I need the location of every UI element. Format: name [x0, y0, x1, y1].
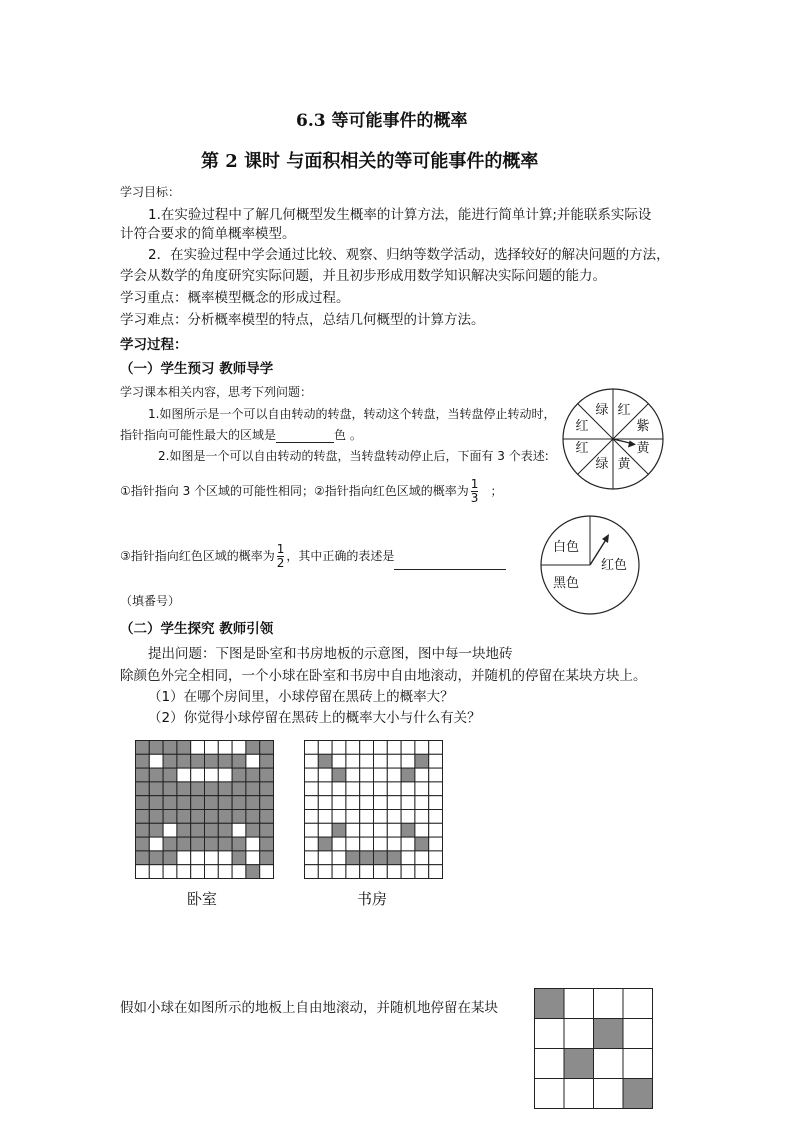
dark-tile: [163, 782, 177, 796]
light-tile: [305, 837, 319, 851]
bedroom-floor-grid: [135, 740, 275, 880]
statement-3-text: ③指针指向红色区域的概率为: [120, 549, 275, 563]
small-floor-grid: [534, 988, 654, 1110]
dark-tile: [149, 741, 163, 755]
light-tile: [564, 1019, 594, 1049]
question1-text: 指针指向可能性最大的区域是: [120, 428, 277, 442]
objective-1-line2: 计符合要求的简单概率模型。: [120, 226, 296, 242]
light-tile: [360, 796, 374, 810]
statement-1-2: [120, 478, 502, 505]
dark-tile: [246, 796, 260, 810]
dark-tile: [246, 810, 260, 824]
dark-tile: [260, 768, 274, 782]
dark-tile: [535, 989, 565, 1019]
fraction-denominator: 3: [470, 491, 479, 505]
light-tile: [177, 768, 191, 782]
question2: 2.如图是一个可以自由转动的转盘，当转盘转动停止后，下面有 3 个表述:: [158, 449, 549, 463]
light-tile: [332, 754, 346, 768]
light-tile: [429, 768, 443, 782]
dark-tile: [191, 810, 205, 824]
spinner-eight-sectors: [560, 386, 666, 492]
section2-question1: （1）在哪个房间里，小球停留在黑砖上的概率大？: [148, 689, 454, 705]
dark-tile: [332, 823, 346, 837]
dark-tile: [232, 768, 246, 782]
sector-label: 绿: [595, 457, 609, 472]
dark-tile: [218, 782, 232, 796]
light-tile: [415, 823, 429, 837]
dark-tile: [191, 796, 205, 810]
sector-label: 红: [575, 419, 589, 434]
light-tile: [246, 837, 260, 851]
light-tile: [305, 741, 319, 755]
light-tile: [360, 865, 374, 879]
light-tile: [332, 837, 346, 851]
study-label: 书房: [357, 890, 388, 908]
light-tile: [191, 865, 205, 879]
dark-tile: [136, 768, 150, 782]
dark-tile: [260, 823, 274, 837]
fill-note: （填番号）: [120, 594, 181, 608]
light-tile: [346, 837, 360, 851]
light-tile: [332, 782, 346, 796]
light-tile: [564, 1079, 594, 1109]
light-tile: [332, 810, 346, 824]
light-tile: [191, 851, 205, 865]
dark-tile: [594, 1019, 624, 1049]
light-tile: [623, 989, 653, 1019]
sector-label: 紫: [636, 419, 650, 434]
dark-tile: [191, 823, 205, 837]
light-tile: [346, 810, 360, 824]
light-tile: [318, 810, 332, 824]
light-tile: [246, 754, 260, 768]
dark-tile: [163, 754, 177, 768]
dark-tile: [232, 837, 246, 851]
light-tile: [429, 796, 443, 810]
dark-tile: [191, 837, 205, 851]
dark-tile: [163, 796, 177, 810]
dark-tile: [136, 741, 150, 755]
objectives-label: 学习目标：: [120, 185, 181, 199]
dark-tile: [163, 810, 177, 824]
dark-tile: [232, 810, 246, 824]
statement-3-suffix: ，其中正确的表述是: [286, 549, 395, 563]
light-tile: [415, 865, 429, 879]
problem-line1: 提出问题：下图是卧室和书房地板的示意图，图中每一块地砖: [148, 646, 513, 662]
light-tile: [401, 754, 415, 768]
light-tile: [191, 768, 205, 782]
light-tile: [205, 741, 219, 755]
light-tile: [429, 837, 443, 851]
dark-tile: [177, 782, 191, 796]
dark-tile: [260, 754, 274, 768]
dark-tile: [163, 741, 177, 755]
light-tile: [205, 851, 219, 865]
light-tile: [374, 768, 388, 782]
page-subtitle: 第 2 课时 与面积相关的等可能事件的概率: [201, 151, 539, 172]
last-paragraph-line: 假如小球在如图所示的地板上自由地滚动，并随机地停留在某块: [120, 1000, 498, 1016]
dark-tile: [360, 851, 374, 865]
dark-tile: [415, 754, 429, 768]
sector-label: 黄: [617, 457, 631, 472]
dark-tile: [149, 782, 163, 796]
light-tile: [360, 768, 374, 782]
study-floor-grid: [304, 740, 444, 880]
dark-tile: [177, 796, 191, 810]
dark-tile: [218, 823, 232, 837]
light-tile: [332, 851, 346, 865]
light-tile: [535, 1049, 565, 1079]
light-tile: [429, 741, 443, 755]
light-tile: [387, 837, 401, 851]
light-tile: [623, 1019, 653, 1049]
dark-tile: [260, 810, 274, 824]
dark-tile: [260, 741, 274, 755]
light-tile: [623, 1049, 653, 1079]
dark-tile: [374, 851, 388, 865]
dark-tile: [318, 837, 332, 851]
section1-heading: （一）学生预习 教师导学: [120, 361, 274, 377]
dark-tile: [191, 782, 205, 796]
light-tile: [232, 741, 246, 755]
section1-intro: 学习课本相关内容，思考下列问题：: [120, 385, 313, 399]
problem-line2: 除颜色外完全相同，一个小球在卧室和书房中自由地滚动，并随机的停留在某块方块上。: [120, 668, 647, 684]
light-tile: [374, 741, 388, 755]
dark-tile: [218, 796, 232, 810]
dark-tile: [387, 851, 401, 865]
light-tile: [136, 865, 150, 879]
light-tile: [318, 823, 332, 837]
light-tile: [318, 782, 332, 796]
answer-blank-2[interactable]: [394, 555, 506, 570]
light-tile: [177, 851, 191, 865]
fraction-one-third: [471, 478, 479, 505]
light-tile: [346, 782, 360, 796]
sector-label: 黄: [636, 441, 650, 456]
light-tile: [318, 865, 332, 879]
sector-label: 红: [617, 403, 631, 418]
light-tile: [415, 741, 429, 755]
dark-tile: [136, 837, 150, 851]
light-tile: [218, 768, 232, 782]
section2-question2: （2）你觉得小球停留在黑砖上的概率大小与什么有关？: [148, 710, 481, 726]
light-tile: [232, 823, 246, 837]
light-tile: [415, 810, 429, 824]
dark-tile: [149, 768, 163, 782]
dark-tile: [232, 796, 246, 810]
light-tile: [332, 865, 346, 879]
dark-tile: [191, 754, 205, 768]
light-tile: [415, 796, 429, 810]
dark-tile: [136, 851, 150, 865]
light-tile: [387, 823, 401, 837]
dark-tile: [136, 810, 150, 824]
light-tile: [401, 796, 415, 810]
dark-tile: [163, 768, 177, 782]
dark-tile: [260, 837, 274, 851]
bedroom-label: 卧室: [187, 890, 218, 908]
fraction-one-half: [277, 543, 285, 570]
dark-tile: [246, 741, 260, 755]
dark-tile: [205, 837, 219, 851]
dark-tile: [564, 1049, 594, 1079]
dark-tile: [346, 851, 360, 865]
dark-tile: [401, 768, 415, 782]
question1-line1: 1.如图所示是一个可以自由转动的转盘，转动这个转盘，当转盘停止转动时，: [148, 407, 556, 421]
dark-tile: [332, 768, 346, 782]
dark-tile: [218, 754, 232, 768]
light-tile: [305, 754, 319, 768]
dark-tile: [163, 837, 177, 851]
dark-tile: [260, 782, 274, 796]
light-tile: [429, 823, 443, 837]
light-tile: [387, 782, 401, 796]
light-tile: [387, 754, 401, 768]
sector-label: 绿: [595, 403, 609, 418]
dark-tile: [205, 810, 219, 824]
dark-tile: [232, 782, 246, 796]
light-tile: [346, 754, 360, 768]
dark-tile: [177, 754, 191, 768]
dark-tile: [318, 754, 332, 768]
light-tile: [401, 782, 415, 796]
dark-tile: [205, 782, 219, 796]
light-tile: [305, 851, 319, 865]
light-tile: [360, 741, 374, 755]
light-tile: [332, 796, 346, 810]
light-tile: [429, 865, 443, 879]
light-tile: [429, 810, 443, 824]
dark-tile: [246, 865, 260, 879]
light-tile: [387, 810, 401, 824]
light-tile: [535, 1019, 565, 1049]
dark-tile: [246, 823, 260, 837]
dark-tile: [136, 823, 150, 837]
light-tile: [415, 768, 429, 782]
light-tile: [346, 865, 360, 879]
light-tile: [346, 768, 360, 782]
light-tile: [360, 823, 374, 837]
light-tile: [218, 851, 232, 865]
dark-tile: [415, 837, 429, 851]
dark-tile: [177, 741, 191, 755]
dark-tile: [136, 796, 150, 810]
light-tile: [163, 865, 177, 879]
question1-line2: [120, 426, 362, 443]
dark-tile: [205, 754, 219, 768]
light-tile: [360, 754, 374, 768]
dark-tile: [260, 851, 274, 865]
light-tile: [429, 782, 443, 796]
light-tile: [205, 768, 219, 782]
difficulty: 学习难点：分析概率模型的特点，总结几何概型的计算方法。: [120, 312, 485, 328]
spinner-pointer: [613, 439, 636, 448]
section2-heading: （二）学生探究 教师引领: [120, 621, 274, 637]
light-tile: [260, 865, 274, 879]
light-tile: [360, 810, 374, 824]
light-tile: [305, 810, 319, 824]
light-tile: [332, 741, 346, 755]
fraction-numerator: 1: [276, 542, 285, 556]
dark-tile: [136, 754, 150, 768]
light-tile: [305, 782, 319, 796]
light-tile: [191, 741, 205, 755]
light-tile: [360, 782, 374, 796]
light-tile: [246, 851, 260, 865]
page-title: 6.3 等可能事件的概率: [296, 111, 468, 131]
dark-tile: [177, 810, 191, 824]
light-tile: [594, 1049, 624, 1079]
light-tile: [564, 989, 594, 1019]
sector-label: 黑色: [552, 576, 580, 591]
light-tile: [387, 865, 401, 879]
light-tile: [318, 851, 332, 865]
light-tile: [177, 865, 191, 879]
dark-tile: [205, 823, 219, 837]
dark-tile: [177, 837, 191, 851]
light-tile: [346, 796, 360, 810]
spinner-three-sectors: [538, 513, 642, 617]
light-tile: [318, 768, 332, 782]
light-tile: [374, 823, 388, 837]
light-tile: [387, 796, 401, 810]
sector-label: 红色: [600, 558, 628, 573]
fraction-denominator: 2: [276, 556, 285, 570]
dark-tile: [149, 810, 163, 824]
sector-label: 白色: [552, 540, 580, 555]
light-tile: [415, 782, 429, 796]
light-tile: [535, 1079, 565, 1109]
sector-label: 红: [575, 441, 589, 456]
objective-1-line1: 1.在实验过程中了解几何概型发生概率的计算方法，能进行简单计算;并能联系实际设: [148, 207, 652, 223]
dark-tile: [246, 782, 260, 796]
dark-tile: [149, 851, 163, 865]
light-tile: [149, 754, 163, 768]
objective-2-line2: 学会从数学的角度研究实际问题，并且初步形成用数学知识解决实际问题的能力。: [120, 268, 606, 284]
light-tile: [205, 865, 219, 879]
light-tile: [346, 823, 360, 837]
light-tile: [232, 865, 246, 879]
light-tile: [374, 810, 388, 824]
statement-3: [120, 543, 506, 570]
light-tile: [305, 823, 319, 837]
light-tile: [305, 768, 319, 782]
light-tile: [401, 837, 415, 851]
light-tile: [401, 741, 415, 755]
dark-tile: [149, 823, 163, 837]
light-tile: [318, 796, 332, 810]
dark-tile: [401, 823, 415, 837]
light-tile: [374, 754, 388, 768]
light-tile: [149, 865, 163, 879]
light-tile: [401, 810, 415, 824]
dark-tile: [623, 1079, 653, 1109]
dark-tile: [218, 837, 232, 851]
dark-tile: [149, 796, 163, 810]
answer-blank-1[interactable]: [276, 428, 334, 443]
statement-1-text: ①指针指向 3 个区域的可能性相同；②指针指向红色区域的概率为: [120, 484, 469, 498]
fraction-numerator: 1: [470, 477, 479, 491]
light-tile: [305, 796, 319, 810]
objective-2-line1: 2．在实验过程中学会通过比较、观察、归纳等数学活动，选择较好的解决问题的方法，: [148, 247, 670, 263]
light-tile: [387, 768, 401, 782]
light-tile: [346, 741, 360, 755]
key-point: 学习重点：概率模型概念的形成过程。: [120, 290, 350, 306]
light-tile: [594, 989, 624, 1019]
question1-suffix: 色 。: [334, 428, 362, 442]
light-tile: [149, 837, 163, 851]
dark-tile: [205, 796, 219, 810]
light-tile: [429, 851, 443, 865]
light-tile: [429, 754, 443, 768]
light-tile: [401, 851, 415, 865]
light-tile: [374, 837, 388, 851]
light-tile: [360, 837, 374, 851]
dark-tile: [177, 823, 191, 837]
dark-tile: [246, 768, 260, 782]
dark-tile: [163, 851, 177, 865]
light-tile: [415, 851, 429, 865]
light-tile: [387, 741, 401, 755]
dark-tile: [218, 810, 232, 824]
light-tile: [305, 865, 319, 879]
light-tile: [594, 1079, 624, 1109]
dark-tile: [260, 796, 274, 810]
light-tile: [374, 865, 388, 879]
light-tile: [318, 741, 332, 755]
light-tile: [218, 741, 232, 755]
light-tile: [163, 823, 177, 837]
light-tile: [401, 865, 415, 879]
statement-1-suffix: ；: [490, 484, 503, 498]
dark-tile: [232, 851, 246, 865]
light-tile: [374, 796, 388, 810]
dark-tile: [136, 782, 150, 796]
light-tile: [374, 782, 388, 796]
dark-tile: [232, 754, 246, 768]
process-label: 学习过程：: [120, 337, 188, 353]
light-tile: [218, 865, 232, 879]
